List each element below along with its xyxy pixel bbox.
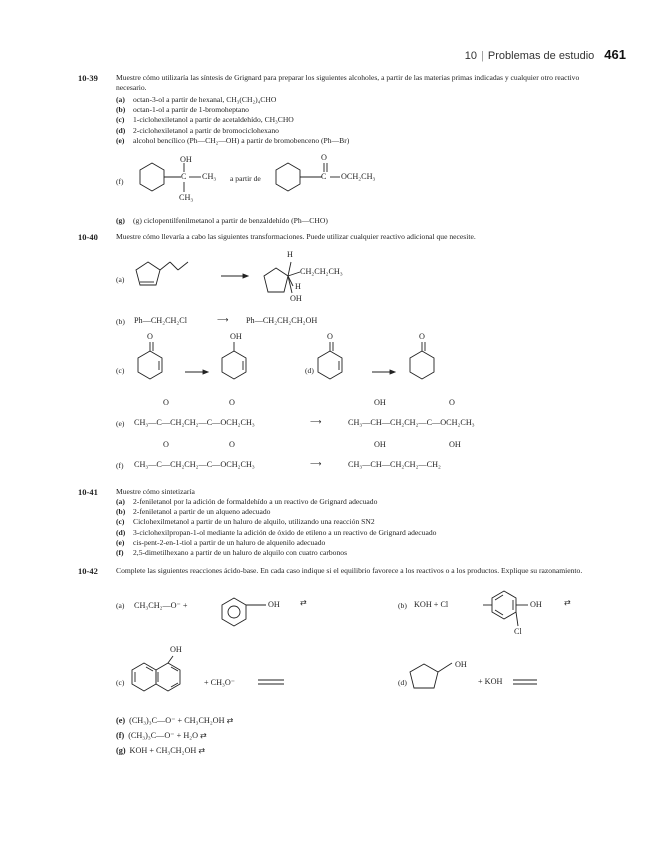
dichlorophenol-ring [492,591,516,619]
carbonyl-oxygen: O [321,153,327,162]
list-item: (g) (g) ciclopentilfenilmetanol a partir de benzaldehído (Ph—CHO) [116,216,328,225]
oh-group: OH [374,398,386,407]
reaction-arrow: ⟶ [310,417,322,426]
chapter-number: 10 [464,50,478,62]
carbonyl-oxygen: O [163,440,169,449]
list-item: (b) octan-1-ol a partir de 1-bromoheptano [116,105,249,114]
problem-number: 10-39 [78,73,98,83]
reactant: Ph—CH₂CH₂Cl [134,316,188,325]
propyl-group: CH₂CH₂CH₃ [300,267,343,276]
oh-group: OH [530,600,542,609]
carbonyl-oxygen: O [449,398,455,407]
problem-intro: Muestre cómo utilizaría las síntesis de Grignard para preparar los siguientes alcoholes, a partir de las materias primas indicadas y cualquier otro reactivo necesario. [116,73,580,92]
product: CH₃—CH—CH₂CH₂—C—OCH₂CH₃ [348,418,475,427]
reactant: KOH + Cl [414,600,449,609]
oh-group: OH [230,332,242,341]
problem-intro: Muestre cómo sintetizaría [116,487,195,496]
section-title: Problemas de estudio [487,50,595,62]
item-label: (d) [398,678,407,687]
list-item: (e) cis-pent-2-en-1-tiol a partir de un haluro de alquenilo adecuado [116,538,326,547]
reactant: + CH₃O⁻ [204,678,236,687]
connector-text: a partir de [230,174,261,183]
hydrogen-atom: H [295,282,301,291]
item-label: (c) [116,366,125,375]
page-number: 461 [604,47,626,62]
item-label: (c) [116,678,125,687]
oh-group: OH [290,294,302,303]
item-label: (f) [116,177,124,186]
list-item: (a) octan-3-ol a partir de hexanal, CH₃(CH₂)₄CHO [116,95,277,104]
oh-group: OH [455,660,467,669]
item-label: (b) [398,601,407,610]
methyl-group: CH₃ [202,172,217,181]
oh-group: OH [268,600,280,609]
aromatic-circle [228,606,240,618]
reaction-arrow: ⟶ [310,459,322,468]
problem-intro: Muestre cómo llevaría a cabo las siguientes transformaciones. Puede utilizar cualquier reactivo adicional que necesite. [116,232,476,241]
list-item: (f) 2,5-dimetilhexano a partir de un haluro de alquilo con cuatro carbonos [116,548,348,557]
reaction-line: (f) (CH₃)₃C—O⁻ + H₂O ⇄ [116,731,207,740]
carbonyl-oxygen: O [229,440,235,449]
carbonyl-oxygen: O [147,332,153,341]
list-item: (a) 2-feniletanol por la adición de formaldehído a un reactivo de Grignard adecuado [116,497,378,506]
carbonyl-oxygen: O [327,332,333,341]
carbonyl-oxygen: O [163,398,169,407]
item-label: (d) [305,366,314,375]
problem-number: 10-41 [78,487,98,497]
reactant: CH₃CH₂—O⁻ + [134,601,188,610]
equilibrium-arrow: ⇄ [300,598,307,607]
ethoxy-group: OCH₂CH₃ [341,172,376,181]
problem-number: 10-42 [78,566,98,576]
cyclopentane-ring [410,664,438,688]
item-label: (a) [116,275,125,284]
list-item: (b) 2-feniletanol a partir de un alqueno adecuado [116,507,271,516]
reactant: CH₃—C—CH₂CH₂—C—OCH₂CH₃ [134,460,255,469]
naphthol-ring [156,663,180,691]
carbonyl-oxygen: O [419,332,425,341]
problem-number: 10-40 [78,232,98,242]
naphthol-ring [132,663,156,691]
oh-group: OH [374,440,386,449]
oh-group: OH [170,645,182,654]
reaction-arrow: ⟶ [217,315,229,324]
reaction-line: (e) (CH₃)₃C—O⁻ + CH₃CH₂OH ⇄ [116,716,234,725]
list-item: (d) 3-ciclohexilpropan-1-ol mediante la adición de óxido de etileno a un reactivo de Grignard adecuado [116,528,437,537]
carbon-atom: C [181,172,187,181]
item-label: (e) [116,419,125,428]
list-item: (e) alcohol bencílico (Ph—CH₂—OH) a partir de bromobenceno (Ph—Br) [116,136,350,145]
oh-group: OH [180,155,192,164]
product: CH₃—CH—CH₂CH₂—CH₂ [348,460,441,469]
reaction-line: (g) KOH + CH₃CH₂OH ⇄ [116,746,206,755]
chlorine-atom: Cl [514,627,522,636]
reactant: + KOH [478,677,503,686]
item-label: (f) [116,461,124,470]
methyl-group: CH₃ [179,193,194,202]
list-item: (c) 1-ciclohexiletanol a partir de acetaldehído, CH₃CHO [116,115,294,124]
list-item: (d) 2-ciclohexiletanol a partir de bromociclohexano [116,126,279,135]
list-item: (c) Ciclohexilmetanol a partir de un haluro de alquilo, utilizando una reacción SN2 [116,517,375,526]
hydrogen-atom: H [287,250,293,259]
reactant: CH₃—C—CH₂CH₂—C—OCH₂CH₃ [134,418,255,427]
carbon-atom: C [321,172,327,181]
carbonyl-oxygen: O [229,398,235,407]
item-label: (a) [116,601,125,610]
running-header: 10 | Problemas de estudio 461 [464,47,626,62]
item-label: (b) [116,317,125,326]
equilibrium-arrow: ⇄ [564,598,571,607]
oh-group: OH [449,440,461,449]
phenol-ring [222,598,246,626]
product: Ph—CH₂CH₂CH₂OH [246,316,318,325]
problem-intro: Complete las siguientes reacciones ácido-base. En cada caso indique si el equilibrio favorece a los reactivos o a los productos. Explique su razonamiento. [116,566,583,575]
